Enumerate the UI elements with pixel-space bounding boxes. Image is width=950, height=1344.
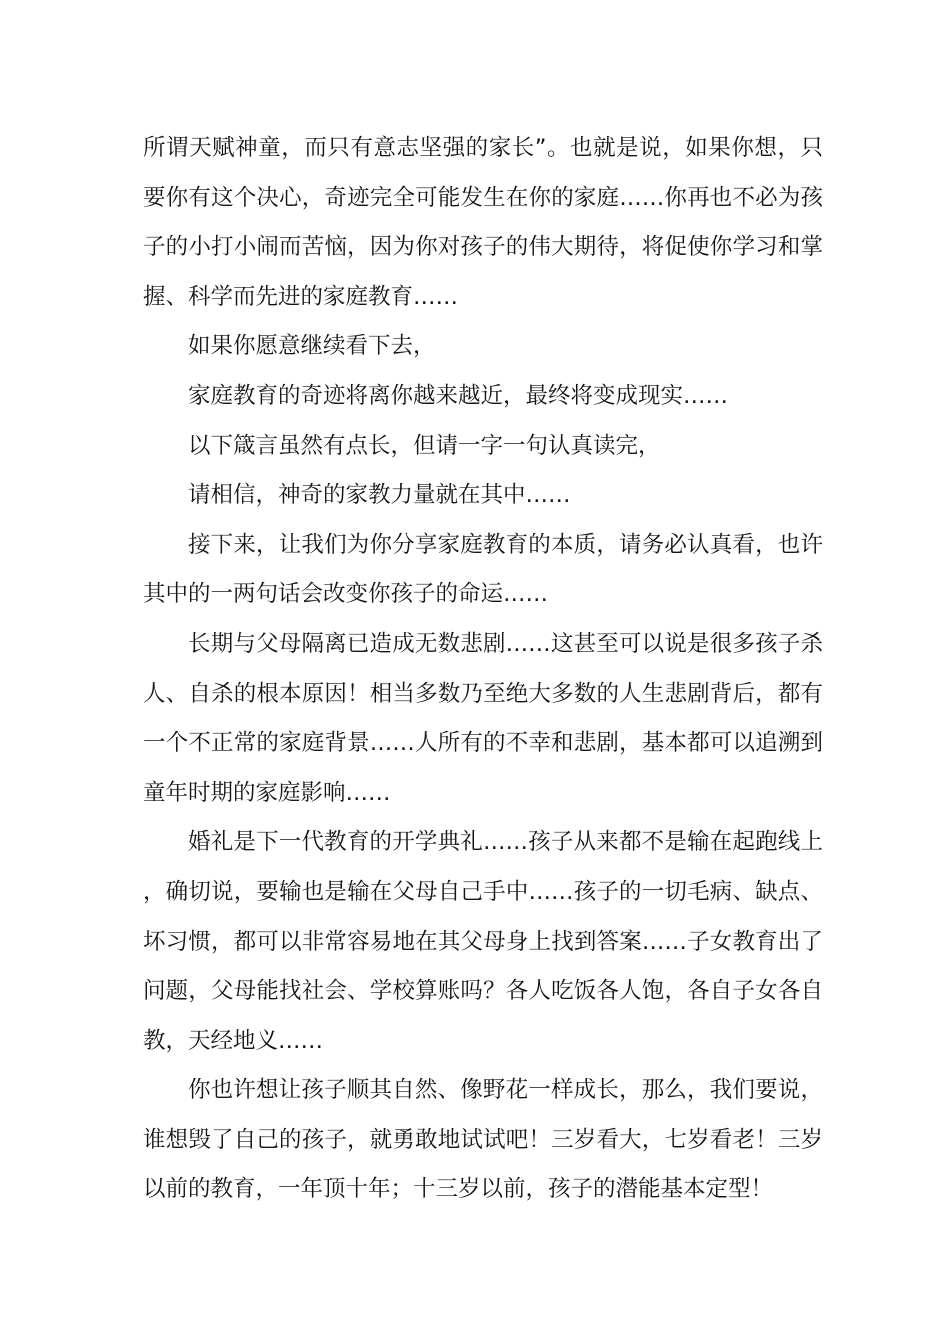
paragraph-miracle-near: 家庭教育的奇迹将离你越来越近，最终将变成现实……	[188, 382, 729, 409]
paragraph-wedding-opening-ceremony: 婚礼是下一代教育的开学典礼……孩子从来都不是输在起跑线上，确切说，要输也是输在父母自己手中……孩子的一切毛病、缺点、坏习惯，都可以非常容易地在其父母身上找到答案……子女教育出了问题，父母能找社会、学校算账吗？各人吃饭各人饱，各自子女各自教，天经地义……	[143, 829, 823, 1054]
paragraph-early-education: 你也许想让孩子顺其自然、像野花一样成长，那么，我们要说，谁想毁了自己的孩子，就勇敢地试试吧！三岁看大，七岁看老！三岁以前的教育，一年顶十年；十三岁以前，孩子的潜能基本定型！	[143, 1077, 823, 1203]
paragraph-read-carefully: 以下箴言虽然有点长，但请一字一句认真读完，	[188, 432, 661, 459]
paragraph-continue-reading: 如果你愿意继续看下去，	[188, 333, 436, 360]
paragraph-essence-of-family-education: 接下来，让我们为你分享家庭教育的本质，请务必认真看，也许其中的一两句话会改变你孩子的命运……	[143, 531, 823, 608]
paragraph-separation-tragedy: 长期与父母隔离已造成无数悲剧……这甚至可以说是很多孩子杀人、自杀的根本原因！相当多数乃至绝大多数的人生悲剧背后，都有一个不正常的家庭背景……人所有的不幸和悲剧，基本都可以追溯到童年时期的家庭影响……	[143, 630, 823, 806]
paragraph-gifted-children: 所谓天赋神童，而只有意志坚强的家长”。也就是说，如果你想，只要你有这个决心，奇迹完全可能发生在你的家庭……你再也不必为孩子的小打小闹而苦恼，因为你对孩子的伟大期待，将促使你学习和掌握、科学而先进的家庭教育……	[143, 135, 823, 310]
document-body	[143, 124, 823, 1215]
paragraph-believe: 请相信，神奇的家教力量就在其中……	[188, 482, 571, 509]
